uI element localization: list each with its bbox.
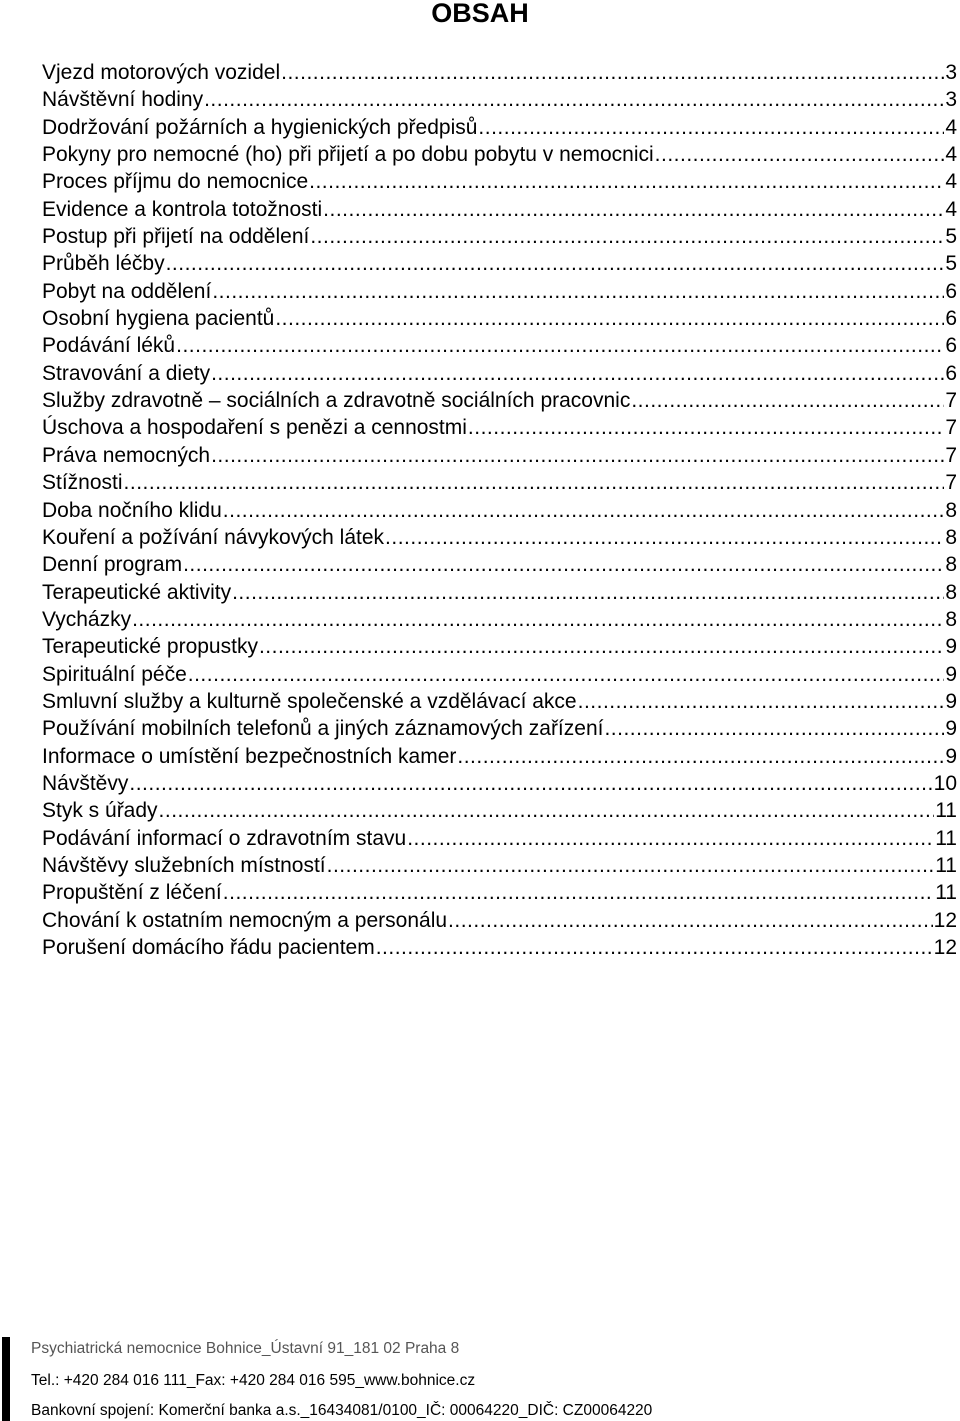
toc-entry[interactable] — [42, 770, 957, 797]
toc-dot-leader — [132, 606, 944, 633]
toc-entry[interactable] — [42, 360, 957, 387]
toc-entry-page-number: 3 — [945, 61, 957, 84]
toc-dot-leader — [327, 852, 935, 879]
toc-entry-page-number: 6 — [945, 334, 957, 358]
toc-dot-leader — [211, 442, 944, 469]
toc-entry-page-number: 8 — [945, 580, 957, 604]
toc-entry-page-number: 9 — [945, 662, 957, 686]
toc-dot-leader — [655, 141, 945, 168]
toc-entry-label: Propuštění z léčení — [42, 881, 222, 905]
toc-dot-leader — [183, 551, 944, 578]
toc-dot-leader — [309, 168, 944, 195]
toc-entry-page-number: 4 — [945, 143, 957, 167]
toc-entry-label: Vycházky — [42, 607, 132, 631]
toc-entry-page-number: 9 — [945, 744, 957, 768]
toc-entry-label: Podávání informací o zdravotním stavu — [42, 826, 407, 850]
toc-dot-leader — [259, 633, 944, 660]
toc-entry-label: Spirituální péče — [42, 662, 187, 686]
toc-entry-label: Návštěvní hodiny — [42, 88, 204, 112]
toc-entry-label: Kouření a požívání návykových látek — [42, 525, 385, 549]
toc-dot-leader — [281, 59, 944, 86]
toc-dot-leader — [631, 387, 944, 414]
toc-dot-leader — [457, 743, 944, 770]
toc-entry-page-number: 7 — [945, 389, 957, 413]
toc-entry[interactable] — [42, 688, 957, 715]
toc-entry[interactable] — [42, 59, 957, 86]
toc-entry[interactable] — [42, 305, 957, 332]
toc-entry-page-number: 11 — [935, 881, 957, 905]
page-title: OBSAH — [431, 0, 529, 28]
toc-dot-leader — [310, 223, 944, 250]
toc-dot-leader — [448, 907, 933, 934]
toc-entry-label: Dodržování požárních a hygienických předpisů — [42, 115, 478, 139]
toc-entry-label: Informace o umístění bezpečnostních kamer — [42, 744, 457, 768]
toc-entry-page-number: 12 — [933, 908, 957, 932]
toc-entry-page-number: 6 — [945, 279, 957, 303]
toc-dot-leader — [176, 332, 944, 359]
footer-bar — [2, 1337, 10, 1421]
toc-entry[interactable] — [42, 743, 957, 770]
toc-entry[interactable] — [42, 524, 957, 551]
toc-dot-leader — [166, 250, 945, 277]
toc-entry[interactable] — [42, 141, 957, 168]
toc-entry-label: Evidence a kontrola totožnosti — [42, 197, 323, 221]
toc-entry[interactable] — [42, 86, 957, 113]
toc-entry-label: Služby zdravotně – sociálních a zdravotně sociálních pracovnic — [42, 389, 631, 413]
toc-entry-page-number: 11 — [935, 853, 957, 877]
toc-entry[interactable] — [42, 879, 957, 906]
toc-entry-page-number: 5 — [945, 252, 957, 276]
toc-entry-label: Denní program — [42, 553, 183, 577]
toc-entry-label: Podávání léků — [42, 334, 176, 358]
toc-entry-page-number: 8 — [945, 607, 957, 631]
toc-entry[interactable] — [42, 715, 957, 742]
toc-entry-label: Doba nočního klidu — [42, 498, 222, 522]
toc-entry[interactable] — [42, 825, 957, 852]
toc-entry-page-number: 8 — [945, 553, 957, 577]
toc-entry-label: Styk s úřady — [42, 799, 158, 823]
toc-entry-page-number: 7 — [945, 416, 957, 440]
toc-entry-label: Návštěvy — [42, 771, 129, 795]
toc-entry[interactable] — [42, 497, 957, 524]
page-footer — [0, 1333, 960, 1421]
toc-entry[interactable] — [42, 797, 957, 824]
toc-dot-leader — [212, 278, 944, 305]
toc-entry-page-number: 6 — [945, 361, 957, 385]
toc-entry-page-number: 3 — [945, 88, 957, 112]
toc-dot-leader — [376, 934, 933, 961]
toc-entry[interactable] — [42, 278, 957, 305]
toc-entry[interactable] — [42, 633, 957, 660]
toc-entry-page-number: 11 — [935, 826, 957, 850]
toc-entry[interactable] — [42, 579, 957, 606]
toc-dot-leader — [323, 196, 944, 223]
toc-dot-leader — [604, 715, 944, 742]
footer-contact: Tel.: +420 284 016 111_Fax: +420 284 016 595_www.bohnice.cz — [31, 1372, 476, 1389]
toc-entry[interactable] — [42, 332, 957, 359]
toc-entry-label: Vjezd motorových vozidel — [42, 61, 281, 84]
toc-entry[interactable] — [42, 934, 957, 961]
toc-entry-label: Terapeutické aktivity — [42, 580, 232, 604]
toc-entry[interactable] — [42, 606, 957, 633]
toc-entry-page-number: 8 — [945, 498, 957, 522]
toc-entry-label: Stížnosti — [42, 471, 123, 495]
toc-entry-label: Návštěvy služebních místností — [42, 853, 326, 877]
toc-entry[interactable] — [42, 442, 957, 469]
toc-entry-label: Průběh léčby — [42, 252, 165, 276]
toc-entry-page-number: 7 — [945, 443, 957, 467]
toc-dot-leader — [232, 579, 944, 606]
toc-entry[interactable] — [42, 852, 957, 879]
toc-dot-leader — [124, 469, 945, 496]
toc-entry-label: Pobyt na oddělení — [42, 279, 212, 303]
toc-entry-label: Pokyny pro nemocné (ho) při přijetí a po dobu pobytu v nemocnici — [42, 143, 654, 167]
toc-entry-page-number: 4 — [945, 197, 957, 221]
toc-entry-label: Chování k ostatním nemocným a personálu — [42, 908, 448, 932]
toc-dot-leader — [129, 770, 932, 797]
toc-entry[interactable] — [42, 551, 957, 578]
toc-dot-leader — [223, 497, 945, 524]
toc-dot-leader — [159, 797, 935, 824]
toc-dot-leader — [385, 524, 944, 551]
toc-entry-label: Používání mobilních telefonů a jiných záznamových zařízení — [42, 717, 604, 741]
footer-address: Psychiatrická nemocnice Bohnice_Ústavní 91_181 02 Praha 8 — [31, 1340, 460, 1357]
toc-dot-leader — [211, 360, 944, 387]
toc-entry-page-number: 12 — [933, 936, 957, 959]
toc-entry[interactable] — [42, 168, 957, 195]
toc-dot-leader — [468, 414, 944, 441]
toc-entry-page-number: 6 — [945, 307, 957, 331]
toc-entry-page-number: 4 — [945, 170, 957, 194]
toc-entry[interactable] — [42, 223, 957, 250]
toc-entry-label: Porušení domácího řádu pacientem — [42, 936, 375, 959]
toc-entry[interactable] — [42, 387, 957, 414]
table-of-contents — [42, 59, 957, 961]
toc-entry-page-number: 7 — [945, 471, 957, 495]
toc-entry[interactable] — [42, 250, 957, 277]
footer-bank-info: Bankovní spojení: Komerční banka a.s._16434081/0100_IČ: 00064220_DIČ: CZ00064220 — [31, 1402, 653, 1419]
toc-entry-page-number: 11 — [935, 799, 957, 823]
toc-entry-page-number: 5 — [945, 225, 957, 249]
toc-entry-page-number: 4 — [945, 115, 957, 139]
toc-entry[interactable] — [42, 907, 957, 934]
toc-dot-leader — [578, 688, 945, 715]
toc-entry[interactable] — [42, 469, 957, 496]
toc-entry[interactable] — [42, 114, 957, 141]
toc-dot-leader — [275, 305, 944, 332]
toc-dot-leader — [407, 825, 934, 852]
toc-entry-page-number: 8 — [945, 525, 957, 549]
toc-entry-page-number: 9 — [945, 717, 957, 741]
toc-entry-page-number: 9 — [945, 689, 957, 713]
toc-entry-page-number: 10 — [933, 771, 957, 795]
toc-entry[interactable] — [42, 414, 957, 441]
toc-entry-label: Postup při přijetí na oddělení — [42, 225, 310, 249]
toc-entry-label: Stravování a diety — [42, 361, 211, 385]
toc-entry-label: Osobní hygiena pacientů — [42, 307, 275, 331]
toc-entry-label: Terapeutické propustky — [42, 635, 258, 659]
toc-entry-label: Práva nemocných — [42, 443, 211, 467]
toc-entry[interactable] — [42, 196, 957, 223]
toc-dot-leader — [223, 879, 934, 906]
toc-dot-leader — [188, 661, 945, 688]
toc-dot-leader — [204, 86, 944, 113]
toc-entry-page-number: 9 — [945, 635, 957, 659]
toc-entry-label: Smluvní služby a kulturně společenské a vzdělávací akce — [42, 689, 577, 713]
toc-entry-label: Proces příjmu do nemocnice — [42, 170, 309, 194]
toc-dot-leader — [478, 114, 944, 141]
toc-entry[interactable] — [42, 661, 957, 688]
toc-entry-label: Úschova a hospodaření s penězi a cennostmi — [42, 416, 467, 440]
